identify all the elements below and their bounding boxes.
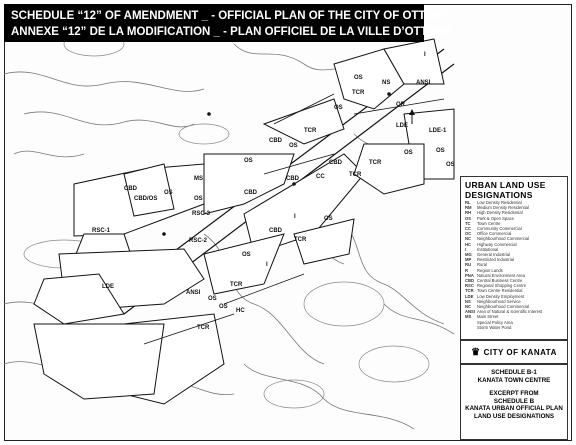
schedule-line5: KANATA URBAN OFFICIAL PLAN: [465, 405, 563, 413]
map-label-tcr: TCR: [304, 128, 317, 134]
legend-text: Town Centre Residential: [477, 288, 523, 294]
map-label-rsc3: RSC-3: [192, 211, 211, 217]
legend-text: Park & Open Space: [477, 215, 515, 221]
legend-text: Region Lands: [477, 267, 503, 273]
legend-code: TC: [465, 220, 471, 226]
map-label-rsc2: RSC-2: [189, 238, 208, 244]
map-title: [4, 4, 453, 42]
schedule-line3: EXCERPT FROM: [489, 390, 539, 398]
map-label-lde1: LDE-1: [429, 128, 447, 134]
legend-title-line1: URBAN LAND USE: [465, 180, 546, 190]
city-of-kanata-block: [460, 340, 568, 364]
legend-text: Main Street: [477, 314, 499, 320]
legend-text: Highway Commercial: [477, 241, 517, 247]
legend-code: NC: [465, 236, 472, 242]
zone-outlines: [34, 39, 454, 404]
map-label-i: I: [266, 262, 268, 268]
legend-code: RU: [465, 262, 472, 268]
map-label-os: OS: [334, 105, 343, 111]
map-label-tcr: TCR: [349, 172, 362, 178]
legend-text: Storm Water Pond: [477, 324, 512, 330]
legend-text: Medium Density Residential: [477, 205, 529, 211]
legend-code: NC: [465, 304, 472, 310]
legend-text: Low Density Residential: [477, 200, 522, 205]
map-label-os: OS: [324, 216, 333, 222]
map-label-os: OS: [194, 196, 203, 202]
map-label-cbd: CBD: [269, 228, 282, 234]
map-label-os: OS: [219, 304, 228, 310]
legend-text: Town Centre: [477, 220, 501, 226]
map-label-or: OR: [396, 102, 405, 108]
legend-code: CC: [465, 226, 472, 232]
legend-code: NS: [465, 298, 471, 304]
legend-text: Area of Natural & Scientific Interest: [477, 309, 543, 315]
map-label-os: OS: [244, 158, 253, 164]
legend: [460, 176, 568, 340]
map-label-tcr: TCR: [230, 282, 243, 288]
legend-text: General Industrial: [477, 252, 511, 258]
schedule-line2: KANATA TOWN CENTRE: [477, 376, 551, 384]
map-label-os: OS: [354, 75, 363, 81]
legend-code: MG: [465, 252, 472, 258]
map-label-os: OS: [436, 148, 445, 154]
map-label-cc: CC: [316, 174, 325, 180]
legend-text: Neighbourhood Service: [477, 298, 521, 304]
legend-code: OC: [465, 231, 472, 237]
title-french: ANNEXE “12” DE LA MODIFICATION _ - PLAN OFFICIEL DE LA VILLE D’OTTAWA: [11, 26, 453, 38]
map-label-tcr: TCR: [369, 160, 382, 166]
legend-text: Restricted Industrial: [477, 257, 515, 263]
legend-rows: [465, 200, 563, 330]
crown-icon: ♛: [471, 346, 481, 358]
map-label-os: OS: [404, 150, 413, 156]
map-label-tcr: TCR: [294, 237, 307, 243]
schedule-line1: SCHEDULE B-1: [491, 369, 537, 376]
city-name: CITY OF KANATA: [483, 347, 557, 357]
legend-text: Institutional: [477, 246, 499, 252]
map-label-hc: HC: [236, 308, 245, 314]
legend-code: CBD: [465, 278, 475, 284]
legend-text: Central Business Centre: [477, 278, 523, 284]
map-label-ansi: ANSI: [186, 290, 201, 296]
map-label-os: OS: [446, 162, 455, 168]
legend-code: LDE: [465, 293, 474, 299]
map-label-cbd: CBD: [124, 186, 137, 192]
map-label-os: OS: [242, 252, 251, 258]
legend-text: Community Commercial: [477, 226, 522, 232]
map-label-os: OS: [164, 190, 173, 196]
map-label-os: OS: [289, 143, 298, 149]
legend-text: Neighbourhood Commercial: [477, 304, 530, 310]
legend-code: MS: [465, 314, 472, 320]
map-label-cbd-os: CBD/OS: [134, 196, 158, 202]
legend-text: Low Density Employment: [477, 293, 525, 299]
map-label-lde: LDE: [396, 123, 408, 129]
map-label-tcr: TCR: [197, 325, 210, 331]
map-label-cbd: CBD: [269, 138, 282, 144]
map-label-lde: LDE: [102, 284, 114, 290]
schedule-block: [460, 364, 568, 440]
legend-code: R: [465, 267, 469, 273]
legend-code: RL: [465, 200, 471, 205]
legend-code: RSC: [465, 283, 474, 289]
schedule-line4: SCHEDULE B: [493, 397, 535, 405]
map-label-os: OS: [208, 296, 217, 302]
map-label-cbd: CBD: [329, 160, 342, 166]
map-label-cbd: CBD: [244, 190, 257, 196]
legend-code: OS: [465, 215, 472, 221]
map-label-ns: NS: [382, 80, 391, 86]
legend-row: [465, 325, 563, 330]
legend-code: ANSI: [465, 309, 476, 315]
legend-text: Neighbourhood Commercial: [477, 236, 530, 242]
map-label-cbd: CBD: [286, 176, 299, 182]
legend-title-line2: DESIGNATIONS: [465, 190, 533, 200]
legend-code: RM: [465, 205, 472, 211]
legend-code: [465, 325, 477, 330]
map-label-i: I: [294, 214, 296, 220]
map-label-rsc1: RSC-1: [92, 228, 111, 234]
legend-code: PNA: [465, 272, 474, 278]
legend-text: Natural Environment Area: [477, 272, 525, 278]
map-label-i: I: [424, 52, 426, 58]
map-label-ms: MS: [194, 176, 203, 182]
title-english: SCHEDULE “12” OF AMENDMENT _ - OFFICIAL PLAN OF THE CITY OF OTTAWA: [11, 10, 451, 22]
legend-code: RH: [465, 210, 472, 216]
legend-text: Rural: [477, 262, 488, 268]
legend-code: I: [465, 246, 467, 252]
map-label-tcr: TCR: [352, 90, 365, 96]
legend-text: Regional Shopping Centre: [477, 283, 527, 289]
legend-text: Special Policy Area: [477, 319, 513, 325]
schedule-line6: LAND USE DESIGNATIONS: [474, 412, 554, 420]
legend-code: MP: [465, 257, 472, 263]
legend-text: Office Commercial: [477, 231, 512, 237]
legend-code: TCR: [465, 288, 474, 294]
land-use-map: [4, 4, 458, 440]
legend-code: HC: [465, 241, 472, 247]
legend-text: High Density Residential: [477, 210, 523, 216]
map-label-ansi: ANSI: [416, 80, 431, 86]
